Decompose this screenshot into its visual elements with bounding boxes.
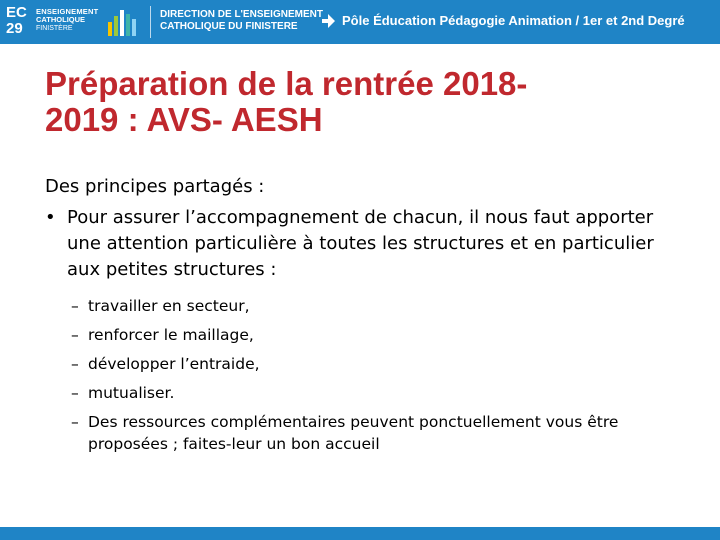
sub-bullet-text: renforcer le maillage, xyxy=(88,326,254,344)
main-bullet-text: Pour assurer l’accompagnement de chacun, il nous faut apporter une attention particulière à toutes les structures et en particulier aux petites structures : xyxy=(67,207,654,280)
slide-title xyxy=(45,66,685,138)
slide-body xyxy=(45,176,695,462)
title-line-2: 2019 : AVS- AESH xyxy=(45,101,323,138)
sub-bullet-text: Des ressources complémentaires peuvent ponctuellement vous être proposées ; faites-leur un bon accueil xyxy=(88,413,619,453)
dash-mark: – xyxy=(71,355,79,373)
intro-text: Des principes partagés : xyxy=(45,176,265,197)
dash-mark: – xyxy=(71,326,79,344)
logo-number: 29 xyxy=(6,20,23,37)
footer-bar xyxy=(0,527,720,540)
sub-bullet-item xyxy=(71,382,688,404)
dash-mark: – xyxy=(71,413,79,431)
organisation-name xyxy=(160,9,323,33)
pole-label: Pôle Éducation Pédagogie Animation / 1er et 2nd Degré xyxy=(342,13,685,28)
header-bar xyxy=(0,0,720,44)
logo-line-3: FINISTÈRE xyxy=(36,25,73,32)
sub-bullet-text: développer l’entraide, xyxy=(88,355,260,373)
arrow-right-icon xyxy=(320,12,336,30)
ec29-logo xyxy=(6,4,146,40)
title-line-1: Préparation de la rentrée 2018- xyxy=(45,65,528,102)
sub-bullet-item xyxy=(71,411,688,455)
sub-bullet-text: mutualiser. xyxy=(88,384,175,402)
organisation-line-1: DIRECTION DE L'ENSEIGNEMENT xyxy=(160,9,323,20)
bullet-mark: • xyxy=(45,207,56,228)
sub-bullet-text: travailler en secteur, xyxy=(88,297,250,315)
dash-mark: – xyxy=(71,297,79,315)
header-divider xyxy=(150,6,151,38)
sub-bullet-list xyxy=(71,295,695,455)
logo-bars-icon xyxy=(106,10,144,36)
main-bullet xyxy=(45,205,667,283)
dash-mark: – xyxy=(71,384,79,402)
logo-ec-text: EC xyxy=(6,4,27,21)
logo-line-2: CATHOLIQUE xyxy=(36,15,86,24)
logo-line-1: ENSEIGNEMENT xyxy=(36,7,99,16)
sub-bullet-item xyxy=(71,324,688,346)
organisation-line-2: CATHOLIQUE DU FINISTERE xyxy=(160,21,298,32)
sub-bullet-item xyxy=(71,295,688,317)
sub-bullet-item xyxy=(71,353,688,375)
